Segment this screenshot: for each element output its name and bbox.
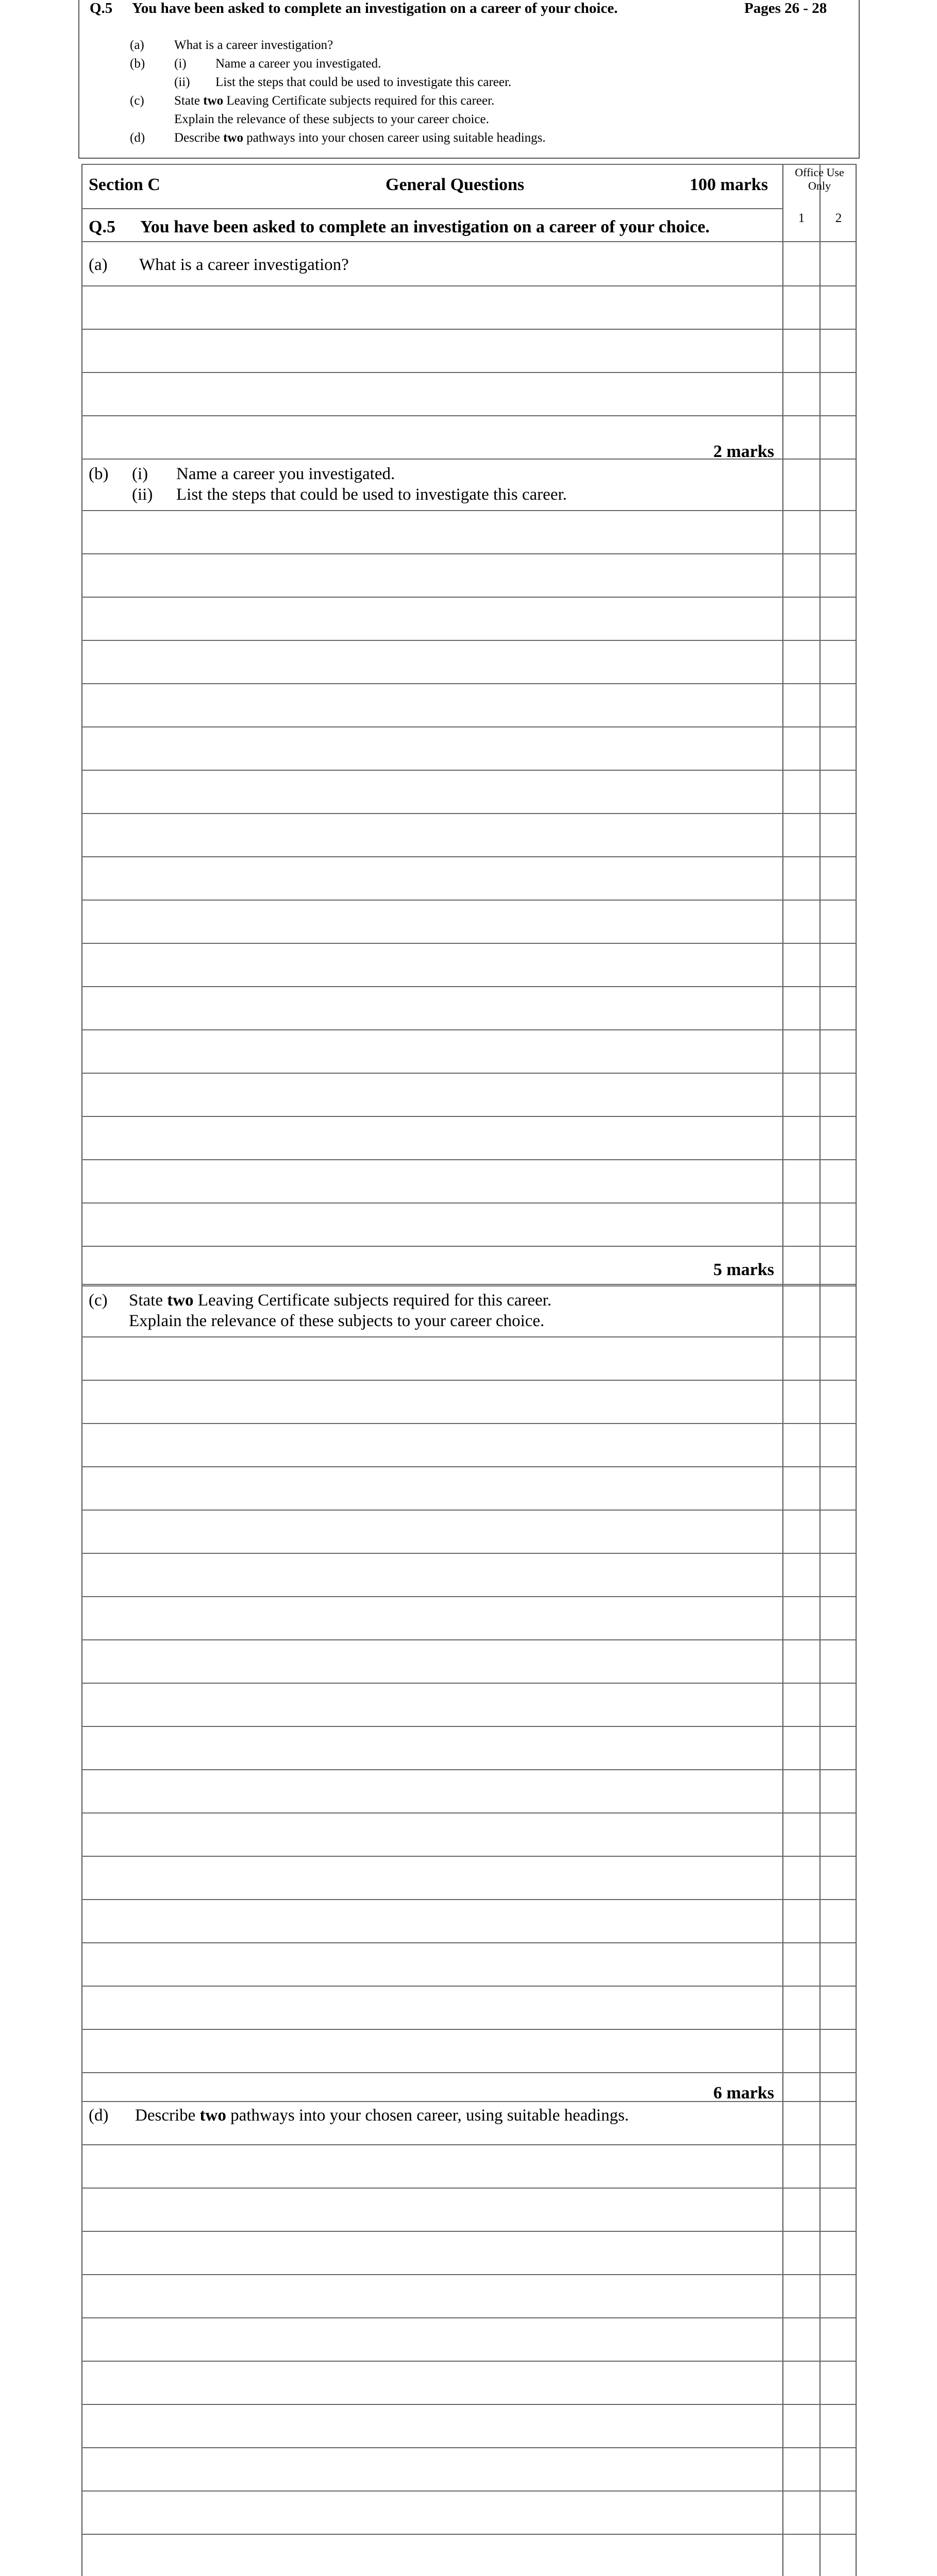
answer-line: [81, 415, 857, 416]
summary-item-label: (a): [130, 38, 144, 52]
answer-line: [81, 2490, 857, 2492]
summary-item-text: Name a career you investigated.: [215, 57, 381, 71]
answer-line: [81, 2231, 857, 2232]
question-divider: [81, 241, 857, 242]
summary-item-label: (c): [130, 94, 144, 108]
part-b-label: (b): [89, 465, 109, 483]
part-d-prompt: [89, 2105, 629, 2126]
text-segment: pathways into your chosen career using suitable headings.: [243, 131, 546, 145]
part-c-marks: 6 marks: [713, 2083, 774, 2103]
part-c-line2: Explain the relevance of these subjects to your career choice.: [129, 1312, 545, 1330]
text-segment: Leaving Certificate subjects required for this career.: [193, 1291, 552, 1310]
answer-line: [81, 2361, 857, 2362]
summary-question-title: You have been asked to complete an investigation on a career of your choice.: [132, 0, 618, 16]
part-c-label: (c): [89, 1291, 108, 1310]
part-b-marks: 5 marks: [713, 1260, 774, 1279]
question-number: Q.5: [89, 217, 115, 236]
office-subcolumn-divider: [819, 164, 821, 2576]
part-divider: [81, 1284, 857, 1286]
grid-left-border: [81, 164, 82, 2576]
text-emphasis: two: [203, 94, 224, 108]
summary-item-text: Explain the relevance of these subjects to your career choice.: [174, 112, 489, 126]
answer-line: [81, 2404, 857, 2405]
summary-item-text: List the steps that could be used to investigate this career.: [215, 75, 512, 89]
answer-line: [81, 1510, 857, 1511]
answer-line: [81, 1116, 857, 1117]
answer-line: [81, 1336, 857, 1337]
part-b-text2: List the steps that could be used to investigate this career.: [176, 485, 567, 504]
answer-line: [81, 1380, 857, 1381]
answer-line: [81, 1726, 857, 1727]
answer-line: [81, 1596, 857, 1597]
part-divider: [81, 2101, 857, 2102]
text-segment: pathways into your chosen career, using suitable headings.: [226, 2106, 629, 2125]
text-emphasis: two: [199, 2106, 226, 2125]
part-b-sub1: (i): [132, 465, 148, 483]
office-use-label: Office Use Only: [795, 166, 844, 192]
answer-line: [81, 372, 857, 373]
answer-line: [81, 2144, 857, 2145]
part-a-label: (a): [89, 256, 108, 274]
answer-grid: [81, 164, 857, 2576]
answer-line: [81, 1202, 857, 1204]
office-column-2: 2: [835, 211, 842, 225]
section-label: Section C: [89, 175, 160, 194]
summary-item-sublabel: (ii): [174, 75, 190, 89]
answer-line: [81, 1073, 857, 1074]
part-a-text: What is a career investigation?: [139, 256, 349, 274]
text-segment: State: [174, 94, 204, 108]
answer-line: [81, 813, 857, 814]
answer-line: [81, 2317, 857, 2318]
office-column-divider: [782, 164, 783, 2576]
text-segment: Describe: [135, 2106, 200, 2125]
part-c-prompt: [89, 1290, 552, 1330]
office-column-1: 1: [798, 211, 805, 225]
part-d-text: [135, 2105, 629, 2126]
answer-line: [81, 943, 857, 944]
section-title: General Questions: [386, 175, 525, 194]
answer-line: [81, 285, 857, 286]
answer-line: [81, 2274, 857, 2275]
answer-line: [81, 1942, 857, 1943]
text-segment: State: [129, 1291, 168, 1310]
summary-item-sublabel: (i): [174, 57, 187, 71]
summary-question-number: Q.5: [90, 0, 113, 16]
header-divider: [81, 208, 782, 209]
answer-line: [81, 1246, 857, 1247]
answer-line: [81, 1639, 857, 1640]
answer-line: [81, 1466, 857, 1467]
answer-line: [81, 510, 857, 511]
answer-line: [81, 2029, 857, 2030]
answer-line: [81, 1812, 857, 1814]
answer-line: [81, 1899, 857, 1900]
answer-line: [81, 1553, 857, 1554]
part-c-line1: [129, 1290, 551, 1311]
part-b-text1: Name a career you investigated.: [176, 465, 395, 483]
answer-line: [81, 1423, 857, 1424]
answer-line: [81, 683, 857, 684]
answer-line: [81, 2072, 857, 2073]
section-header: [81, 164, 782, 208]
answer-line: [81, 1769, 857, 1770]
summary-item-text: [174, 129, 546, 147]
answer-line: [81, 900, 857, 901]
answer-line: [81, 459, 857, 460]
summary-item-label: (b): [130, 57, 145, 71]
part-d-label: (d): [89, 2106, 109, 2125]
answer-line: [81, 2534, 857, 2535]
summary-heading: [90, 0, 850, 20]
summary-item-label: (d): [130, 131, 145, 145]
question-title: You have been asked to complete an investigation on a career of your choice.: [140, 217, 710, 236]
part-b-sub2: (ii): [132, 485, 153, 504]
part-a-prompt: [89, 255, 349, 275]
answer-line: [81, 1683, 857, 1684]
answer-line: [81, 640, 857, 641]
summary-pages: Pages 26 - 28: [744, 0, 827, 16]
answer-line: [81, 856, 857, 857]
answer-line: [81, 1986, 857, 1987]
text-emphasis: two: [167, 1291, 194, 1310]
text-segment: Describe: [174, 131, 224, 145]
answer-line: [81, 2447, 857, 2448]
answer-line: [81, 1029, 857, 1030]
text-emphasis: two: [223, 131, 243, 145]
answer-line: [81, 726, 857, 727]
part-b-prompt: [89, 464, 567, 504]
section-marks: 100 marks: [690, 175, 768, 194]
answer-line: [81, 553, 857, 554]
grid-right-border: [856, 164, 857, 2576]
answer-line: [81, 329, 857, 330]
answer-line: [81, 2188, 857, 2189]
answer-line: [81, 597, 857, 598]
summary-item-text: [174, 92, 494, 110]
answer-line: [81, 1159, 857, 1160]
question-summary-box: [78, 0, 860, 159]
text-segment: Leaving Certificate subjects required for this career.: [223, 94, 495, 108]
part-a-marks: 2 marks: [713, 442, 774, 461]
summary-item-text: What is a career investigation?: [174, 38, 333, 52]
answer-line: [81, 770, 857, 771]
answer-line: [81, 986, 857, 987]
answer-line: [81, 1856, 857, 1857]
